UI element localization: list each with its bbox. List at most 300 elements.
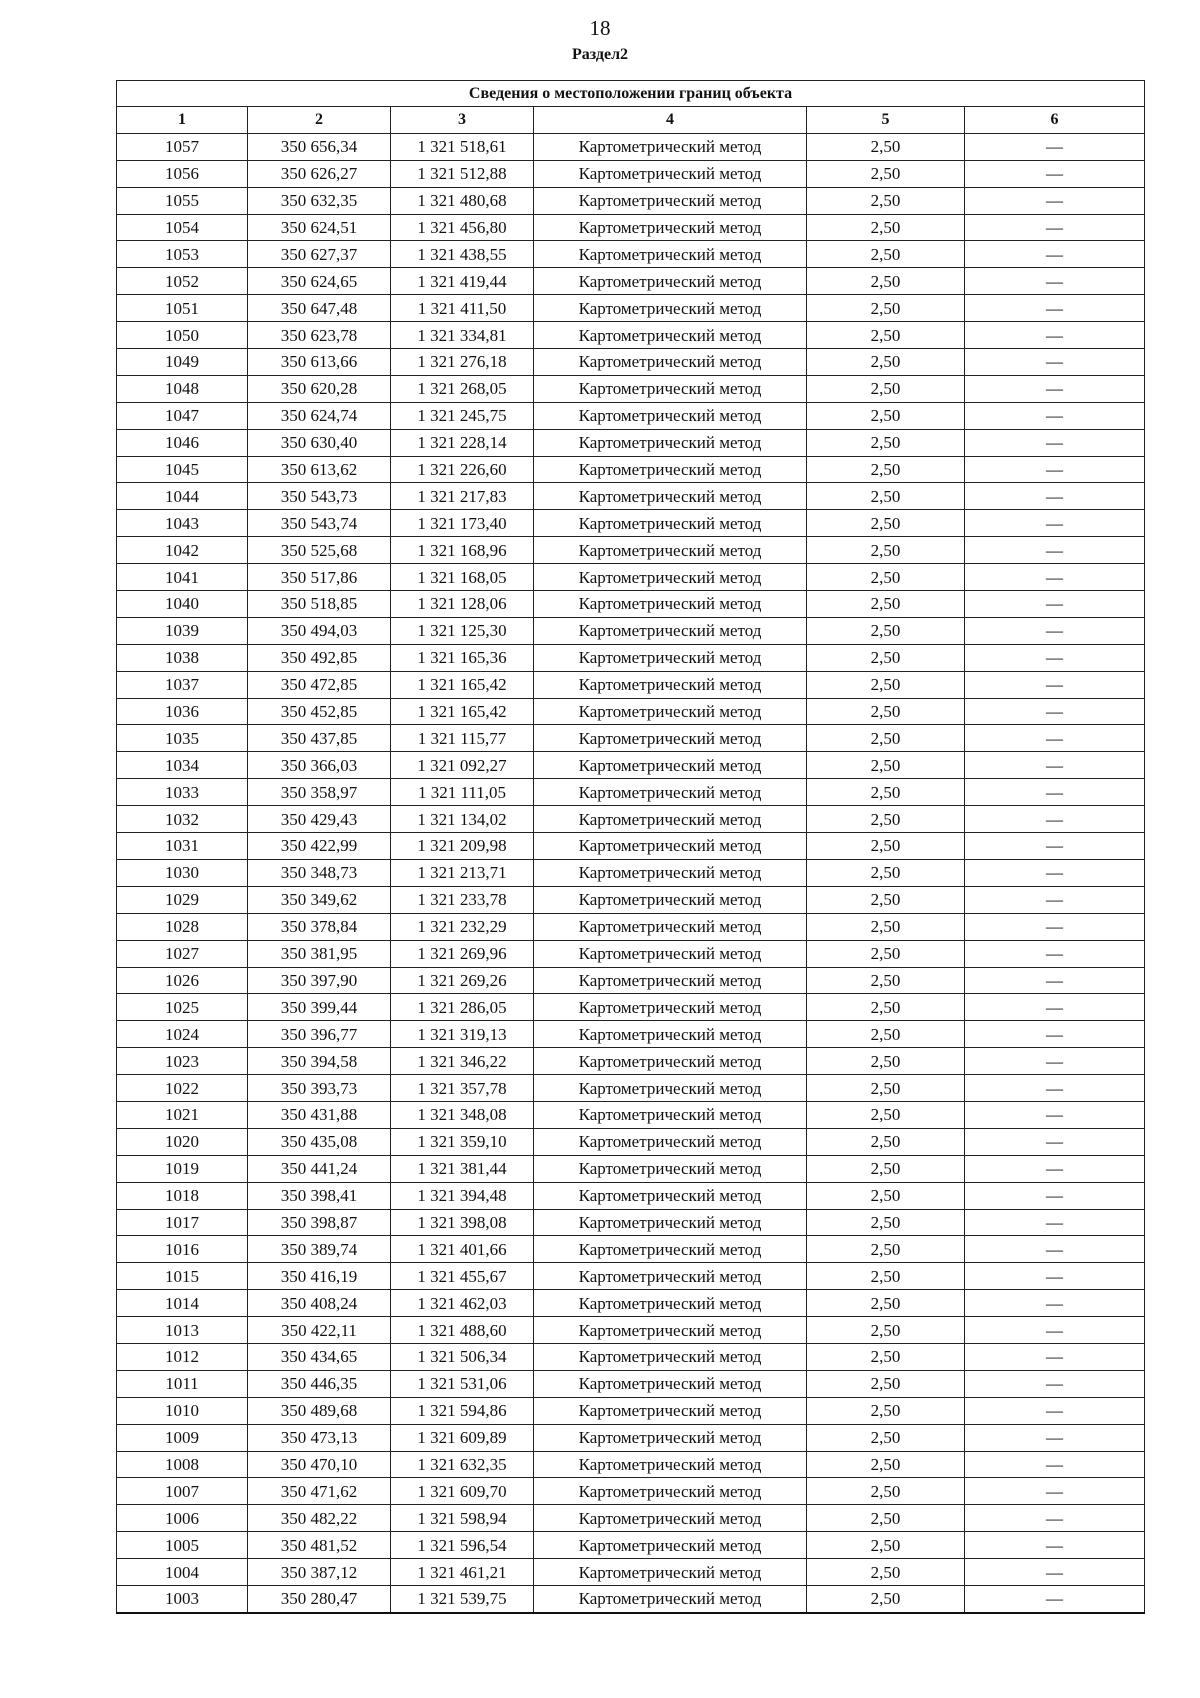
accuracy-cell: 2,50 [807, 886, 965, 913]
method-cell: Картометрический метод [534, 1424, 807, 1451]
description-cell: — [965, 833, 1145, 860]
description-cell: — [965, 1101, 1145, 1128]
y-coordinate-cell: 1 321 594,86 [391, 1397, 534, 1424]
accuracy-cell: 2,50 [807, 644, 965, 671]
description-cell: — [965, 1343, 1145, 1370]
point-number-cell: 1045 [117, 456, 248, 483]
table-row [117, 1532, 1145, 1559]
point-number-cell: 1031 [117, 833, 248, 860]
table-row [117, 994, 1145, 1021]
description-cell: — [965, 483, 1145, 510]
y-coordinate-cell: 1 321 269,96 [391, 940, 534, 967]
accuracy-cell: 2,50 [807, 1532, 965, 1559]
x-coordinate-cell: 350 472,85 [248, 671, 391, 698]
table-body [117, 133, 1145, 1612]
table-row [117, 833, 1145, 860]
y-coordinate-cell: 1 321 461,21 [391, 1559, 534, 1586]
table-row [117, 160, 1145, 187]
table-row [117, 967, 1145, 994]
x-coordinate-cell: 350 416,19 [248, 1263, 391, 1290]
description-cell: — [965, 1075, 1145, 1102]
table-row [117, 1101, 1145, 1128]
method-cell: Картометрический метод [534, 806, 807, 833]
table-row [117, 779, 1145, 806]
column-number: 1 [117, 107, 248, 134]
point-number-cell: 1032 [117, 806, 248, 833]
description-cell: — [965, 644, 1145, 671]
description-cell: — [965, 1182, 1145, 1209]
accuracy-cell: 2,50 [807, 1021, 965, 1048]
point-number-cell: 1023 [117, 1048, 248, 1075]
accuracy-cell: 2,50 [807, 133, 965, 160]
point-number-cell: 1050 [117, 322, 248, 349]
y-coordinate-cell: 1 321 226,60 [391, 456, 534, 483]
point-number-cell: 1027 [117, 940, 248, 967]
accuracy-cell: 2,50 [807, 1451, 965, 1478]
point-number-cell: 1015 [117, 1263, 248, 1290]
table-row [117, 1397, 1145, 1424]
point-number-cell: 1049 [117, 349, 248, 376]
table-row [117, 886, 1145, 913]
method-cell: Картометрический метод [534, 1451, 807, 1478]
y-coordinate-cell: 1 321 268,05 [391, 375, 534, 402]
accuracy-cell: 2,50 [807, 1128, 965, 1155]
y-coordinate-cell: 1 321 111,05 [391, 779, 534, 806]
table-row [117, 1451, 1145, 1478]
y-coordinate-cell: 1 321 438,55 [391, 241, 534, 268]
x-coordinate-cell: 350 398,41 [248, 1182, 391, 1209]
description-cell: — [965, 1424, 1145, 1451]
x-coordinate-cell: 350 452,85 [248, 698, 391, 725]
table-row [117, 1478, 1145, 1505]
table-header [117, 81, 1145, 134]
x-coordinate-cell: 350 627,37 [248, 241, 391, 268]
y-coordinate-cell: 1 321 480,68 [391, 187, 534, 214]
method-cell: Картометрический метод [534, 779, 807, 806]
point-number-cell: 1005 [117, 1532, 248, 1559]
accuracy-cell: 2,50 [807, 1263, 965, 1290]
description-cell: — [965, 1155, 1145, 1182]
description-cell: — [965, 1317, 1145, 1344]
accuracy-cell: 2,50 [807, 1209, 965, 1236]
method-cell: Картометрический метод [534, 591, 807, 618]
accuracy-cell: 2,50 [807, 1236, 965, 1263]
x-coordinate-cell: 350 656,34 [248, 133, 391, 160]
accuracy-cell: 2,50 [807, 429, 965, 456]
point-number-cell: 1011 [117, 1370, 248, 1397]
accuracy-cell: 2,50 [807, 214, 965, 241]
table-row [117, 456, 1145, 483]
table-row [117, 617, 1145, 644]
y-coordinate-cell: 1 321 245,75 [391, 402, 534, 429]
x-coordinate-cell: 350 632,35 [248, 187, 391, 214]
accuracy-cell: 2,50 [807, 1101, 965, 1128]
x-coordinate-cell: 350 624,51 [248, 214, 391, 241]
x-coordinate-cell: 350 396,77 [248, 1021, 391, 1048]
table-row [117, 806, 1145, 833]
y-coordinate-cell: 1 321 348,08 [391, 1101, 534, 1128]
method-cell: Картометрический метод [534, 1155, 807, 1182]
method-cell: Картометрический метод [534, 1585, 807, 1612]
accuracy-cell: 2,50 [807, 779, 965, 806]
x-coordinate-cell: 350 473,13 [248, 1424, 391, 1451]
y-coordinate-cell: 1 321 632,35 [391, 1451, 534, 1478]
point-number-cell: 1022 [117, 1075, 248, 1102]
x-coordinate-cell: 350 437,85 [248, 725, 391, 752]
method-cell: Картометрический метод [534, 268, 807, 295]
table-row [117, 1585, 1145, 1612]
method-cell: Картометрический метод [534, 1263, 807, 1290]
description-cell: — [965, 591, 1145, 618]
x-coordinate-cell: 350 647,48 [248, 295, 391, 322]
table-row [117, 671, 1145, 698]
description-cell: — [965, 1370, 1145, 1397]
method-cell: Картометрический метод [534, 698, 807, 725]
x-coordinate-cell: 350 397,90 [248, 967, 391, 994]
x-coordinate-cell: 350 435,08 [248, 1128, 391, 1155]
y-coordinate-cell: 1 321 213,71 [391, 859, 534, 886]
accuracy-cell: 2,50 [807, 994, 965, 1021]
y-coordinate-cell: 1 321 456,80 [391, 214, 534, 241]
table-row [117, 1424, 1145, 1451]
method-cell: Картометрический метод [534, 564, 807, 591]
table-row [117, 752, 1145, 779]
point-number-cell: 1034 [117, 752, 248, 779]
x-coordinate-cell: 350 378,84 [248, 913, 391, 940]
method-cell: Картометрический метод [534, 1559, 807, 1586]
description-cell: — [965, 940, 1145, 967]
point-number-cell: 1052 [117, 268, 248, 295]
x-coordinate-cell: 350 422,99 [248, 833, 391, 860]
y-coordinate-cell: 1 321 115,77 [391, 725, 534, 752]
x-coordinate-cell: 350 492,85 [248, 644, 391, 671]
y-coordinate-cell: 1 321 512,88 [391, 160, 534, 187]
x-coordinate-cell: 350 393,73 [248, 1075, 391, 1102]
method-cell: Картометрический метод [534, 967, 807, 994]
x-coordinate-cell: 350 481,52 [248, 1532, 391, 1559]
point-number-cell: 1030 [117, 859, 248, 886]
method-cell: Картометрический метод [534, 1182, 807, 1209]
accuracy-cell: 2,50 [807, 1370, 965, 1397]
point-number-cell: 1051 [117, 295, 248, 322]
accuracy-cell: 2,50 [807, 671, 965, 698]
method-cell: Картометрический метод [534, 644, 807, 671]
point-number-cell: 1038 [117, 644, 248, 671]
description-cell: — [965, 133, 1145, 160]
table-row [117, 133, 1145, 160]
description-cell: — [965, 886, 1145, 913]
accuracy-cell: 2,50 [807, 349, 965, 376]
description-cell: — [965, 349, 1145, 376]
table-row [117, 1290, 1145, 1317]
point-number-cell: 1054 [117, 214, 248, 241]
method-cell: Картометрический метод [534, 375, 807, 402]
table-row [117, 1370, 1145, 1397]
table-row [117, 1021, 1145, 1048]
table-row [117, 214, 1145, 241]
table-row [117, 913, 1145, 940]
x-coordinate-cell: 350 389,74 [248, 1236, 391, 1263]
accuracy-cell: 2,50 [807, 1290, 965, 1317]
table-row [117, 268, 1145, 295]
table-row [117, 187, 1145, 214]
method-cell: Картометрический метод [534, 133, 807, 160]
description-cell: — [965, 994, 1145, 1021]
table-row [117, 1048, 1145, 1075]
x-coordinate-cell: 350 398,87 [248, 1209, 391, 1236]
point-number-cell: 1035 [117, 725, 248, 752]
accuracy-cell: 2,50 [807, 752, 965, 779]
y-coordinate-cell: 1 321 269,26 [391, 967, 534, 994]
method-cell: Картометрический метод [534, 1236, 807, 1263]
y-coordinate-cell: 1 321 462,03 [391, 1290, 534, 1317]
y-coordinate-cell: 1 321 346,22 [391, 1048, 534, 1075]
x-coordinate-cell: 350 441,24 [248, 1155, 391, 1182]
y-coordinate-cell: 1 321 609,70 [391, 1478, 534, 1505]
page-number: 18 [589, 16, 611, 40]
point-number-cell: 1029 [117, 886, 248, 913]
x-coordinate-cell: 350 525,68 [248, 537, 391, 564]
point-number-cell: 1006 [117, 1505, 248, 1532]
method-cell: Картометрический метод [534, 1317, 807, 1344]
table-row [117, 1209, 1145, 1236]
x-coordinate-cell: 350 358,97 [248, 779, 391, 806]
point-number-cell: 1041 [117, 564, 248, 591]
accuracy-cell: 2,50 [807, 456, 965, 483]
description-cell: — [965, 1585, 1145, 1612]
method-cell: Картометрический метод [534, 1532, 807, 1559]
x-coordinate-cell: 350 471,62 [248, 1478, 391, 1505]
y-coordinate-cell: 1 321 165,42 [391, 671, 534, 698]
accuracy-cell: 2,50 [807, 591, 965, 618]
y-coordinate-cell: 1 321 276,18 [391, 349, 534, 376]
accuracy-cell: 2,50 [807, 806, 965, 833]
method-cell: Картометрический метод [534, 160, 807, 187]
y-coordinate-cell: 1 321 357,78 [391, 1075, 534, 1102]
table-row [117, 429, 1145, 456]
point-number-cell: 1007 [117, 1478, 248, 1505]
method-cell: Картометрический метод [534, 187, 807, 214]
point-number-cell: 1053 [117, 241, 248, 268]
method-cell: Картометрический метод [534, 349, 807, 376]
description-cell: — [965, 1559, 1145, 1586]
x-coordinate-cell: 350 422,11 [248, 1317, 391, 1344]
method-cell: Картометрический метод [534, 994, 807, 1021]
x-coordinate-cell: 350 482,22 [248, 1505, 391, 1532]
table-row [117, 1155, 1145, 1182]
method-cell: Картометрический метод [534, 671, 807, 698]
description-cell: — [965, 1290, 1145, 1317]
point-number-cell: 1039 [117, 617, 248, 644]
x-coordinate-cell: 350 446,35 [248, 1370, 391, 1397]
y-coordinate-cell: 1 321 128,06 [391, 591, 534, 618]
point-number-cell: 1003 [117, 1585, 248, 1612]
method-cell: Картометрический метод [534, 1021, 807, 1048]
y-coordinate-cell: 1 321 531,06 [391, 1370, 534, 1397]
method-cell: Картометрический метод [534, 1209, 807, 1236]
method-cell: Картометрический метод [534, 402, 807, 429]
description-cell: — [965, 752, 1145, 779]
accuracy-cell: 2,50 [807, 187, 965, 214]
method-cell: Картометрический метод [534, 1505, 807, 1532]
accuracy-cell: 2,50 [807, 1505, 965, 1532]
y-coordinate-cell: 1 321 165,42 [391, 698, 534, 725]
description-cell: — [965, 725, 1145, 752]
point-number-cell: 1043 [117, 510, 248, 537]
y-coordinate-cell: 1 321 165,36 [391, 644, 534, 671]
accuracy-cell: 2,50 [807, 617, 965, 644]
y-coordinate-cell: 1 321 134,02 [391, 806, 534, 833]
point-number-cell: 1009 [117, 1424, 248, 1451]
description-cell: — [965, 967, 1145, 994]
table-row [117, 1263, 1145, 1290]
y-coordinate-cell: 1 321 394,48 [391, 1182, 534, 1209]
table-row [117, 1182, 1145, 1209]
table-row [117, 591, 1145, 618]
y-coordinate-cell: 1 321 381,44 [391, 1155, 534, 1182]
point-number-cell: 1048 [117, 375, 248, 402]
x-coordinate-cell: 350 623,78 [248, 322, 391, 349]
method-cell: Картометрический метод [534, 322, 807, 349]
method-cell: Картометрический метод [534, 940, 807, 967]
description-cell: — [965, 429, 1145, 456]
accuracy-cell: 2,50 [807, 1397, 965, 1424]
point-number-cell: 1013 [117, 1317, 248, 1344]
accuracy-cell: 2,50 [807, 1075, 965, 1102]
y-coordinate-cell: 1 321 539,75 [391, 1585, 534, 1612]
description-cell: — [965, 510, 1145, 537]
description-cell: — [965, 295, 1145, 322]
x-coordinate-cell: 350 429,43 [248, 806, 391, 833]
y-coordinate-cell: 1 321 168,05 [391, 564, 534, 591]
method-cell: Картометрический метод [534, 214, 807, 241]
x-coordinate-cell: 350 489,68 [248, 1397, 391, 1424]
method-cell: Картометрический метод [534, 429, 807, 456]
description-cell: — [965, 698, 1145, 725]
table-row [117, 537, 1145, 564]
description-cell: — [965, 214, 1145, 241]
table-row [117, 241, 1145, 268]
column-number: 6 [965, 107, 1145, 134]
method-cell: Картометрический метод [534, 725, 807, 752]
method-cell: Картометрический метод [534, 1478, 807, 1505]
accuracy-cell: 2,50 [807, 1424, 965, 1451]
table-row [117, 375, 1145, 402]
x-coordinate-cell: 350 518,85 [248, 591, 391, 618]
x-coordinate-cell: 350 394,58 [248, 1048, 391, 1075]
x-coordinate-cell: 350 366,03 [248, 752, 391, 779]
method-cell: Картометрический метод [534, 833, 807, 860]
accuracy-cell: 2,50 [807, 1559, 965, 1586]
description-cell: — [965, 913, 1145, 940]
x-coordinate-cell: 350 630,40 [248, 429, 391, 456]
x-coordinate-cell: 350 381,95 [248, 940, 391, 967]
point-number-cell: 1019 [117, 1155, 248, 1182]
point-number-cell: 1016 [117, 1236, 248, 1263]
method-cell: Картометрический метод [534, 1101, 807, 1128]
y-coordinate-cell: 1 321 125,30 [391, 617, 534, 644]
point-number-cell: 1040 [117, 591, 248, 618]
method-cell: Картометрический метод [534, 617, 807, 644]
x-coordinate-cell: 350 408,24 [248, 1290, 391, 1317]
x-coordinate-cell: 350 434,65 [248, 1343, 391, 1370]
x-coordinate-cell: 350 543,74 [248, 510, 391, 537]
y-coordinate-cell: 1 321 455,67 [391, 1263, 534, 1290]
description-cell: — [965, 402, 1145, 429]
description-cell: — [965, 671, 1145, 698]
accuracy-cell: 2,50 [807, 1478, 965, 1505]
description-cell: — [965, 1209, 1145, 1236]
description-cell: — [965, 1263, 1145, 1290]
method-cell: Картометрический метод [534, 913, 807, 940]
method-cell: Картометрический метод [534, 1290, 807, 1317]
y-coordinate-cell: 1 321 488,60 [391, 1317, 534, 1344]
method-cell: Картометрический метод [534, 241, 807, 268]
description-cell: — [965, 617, 1145, 644]
column-number: 3 [391, 107, 534, 134]
point-number-cell: 1021 [117, 1101, 248, 1128]
y-coordinate-cell: 1 321 596,54 [391, 1532, 534, 1559]
x-coordinate-cell: 350 470,10 [248, 1451, 391, 1478]
accuracy-cell: 2,50 [807, 1048, 965, 1075]
table-row [117, 1317, 1145, 1344]
y-coordinate-cell: 1 321 598,94 [391, 1505, 534, 1532]
point-number-cell: 1044 [117, 483, 248, 510]
x-coordinate-cell: 350 624,65 [248, 268, 391, 295]
accuracy-cell: 2,50 [807, 1155, 965, 1182]
y-coordinate-cell: 1 321 419,44 [391, 268, 534, 295]
description-cell: — [965, 859, 1145, 886]
description-cell: — [965, 564, 1145, 591]
point-number-cell: 1017 [117, 1209, 248, 1236]
x-coordinate-cell: 350 517,86 [248, 564, 391, 591]
y-coordinate-cell: 1 321 506,34 [391, 1343, 534, 1370]
accuracy-cell: 2,50 [807, 375, 965, 402]
method-cell: Картометрический метод [534, 886, 807, 913]
column-number: 5 [807, 107, 965, 134]
table-row [117, 483, 1145, 510]
accuracy-cell: 2,50 [807, 295, 965, 322]
table-caption: Сведения о местоположении границ объекта [117, 81, 1145, 107]
y-coordinate-cell: 1 321 228,14 [391, 429, 534, 456]
x-coordinate-cell: 350 399,44 [248, 994, 391, 1021]
table-row [117, 644, 1145, 671]
description-cell: — [965, 1397, 1145, 1424]
method-cell: Картометрический метод [534, 483, 807, 510]
accuracy-cell: 2,50 [807, 913, 965, 940]
point-number-cell: 1026 [117, 967, 248, 994]
y-coordinate-cell: 1 321 319,13 [391, 1021, 534, 1048]
description-cell: — [965, 1451, 1145, 1478]
description-cell: — [965, 187, 1145, 214]
table-row [117, 295, 1145, 322]
table-row [117, 564, 1145, 591]
accuracy-cell: 2,50 [807, 725, 965, 752]
description-cell: — [965, 322, 1145, 349]
point-number-cell: 1047 [117, 402, 248, 429]
y-coordinate-cell: 1 321 359,10 [391, 1128, 534, 1155]
description-cell: — [965, 160, 1145, 187]
method-cell: Картометрический метод [534, 1343, 807, 1370]
description-cell: — [965, 1532, 1145, 1559]
point-number-cell: 1028 [117, 913, 248, 940]
description-cell: — [965, 1048, 1145, 1075]
accuracy-cell: 2,50 [807, 967, 965, 994]
x-coordinate-cell: 350 620,28 [248, 375, 391, 402]
point-number-cell: 1018 [117, 1182, 248, 1209]
y-coordinate-cell: 1 321 334,81 [391, 322, 534, 349]
y-coordinate-cell: 1 321 609,89 [391, 1424, 534, 1451]
